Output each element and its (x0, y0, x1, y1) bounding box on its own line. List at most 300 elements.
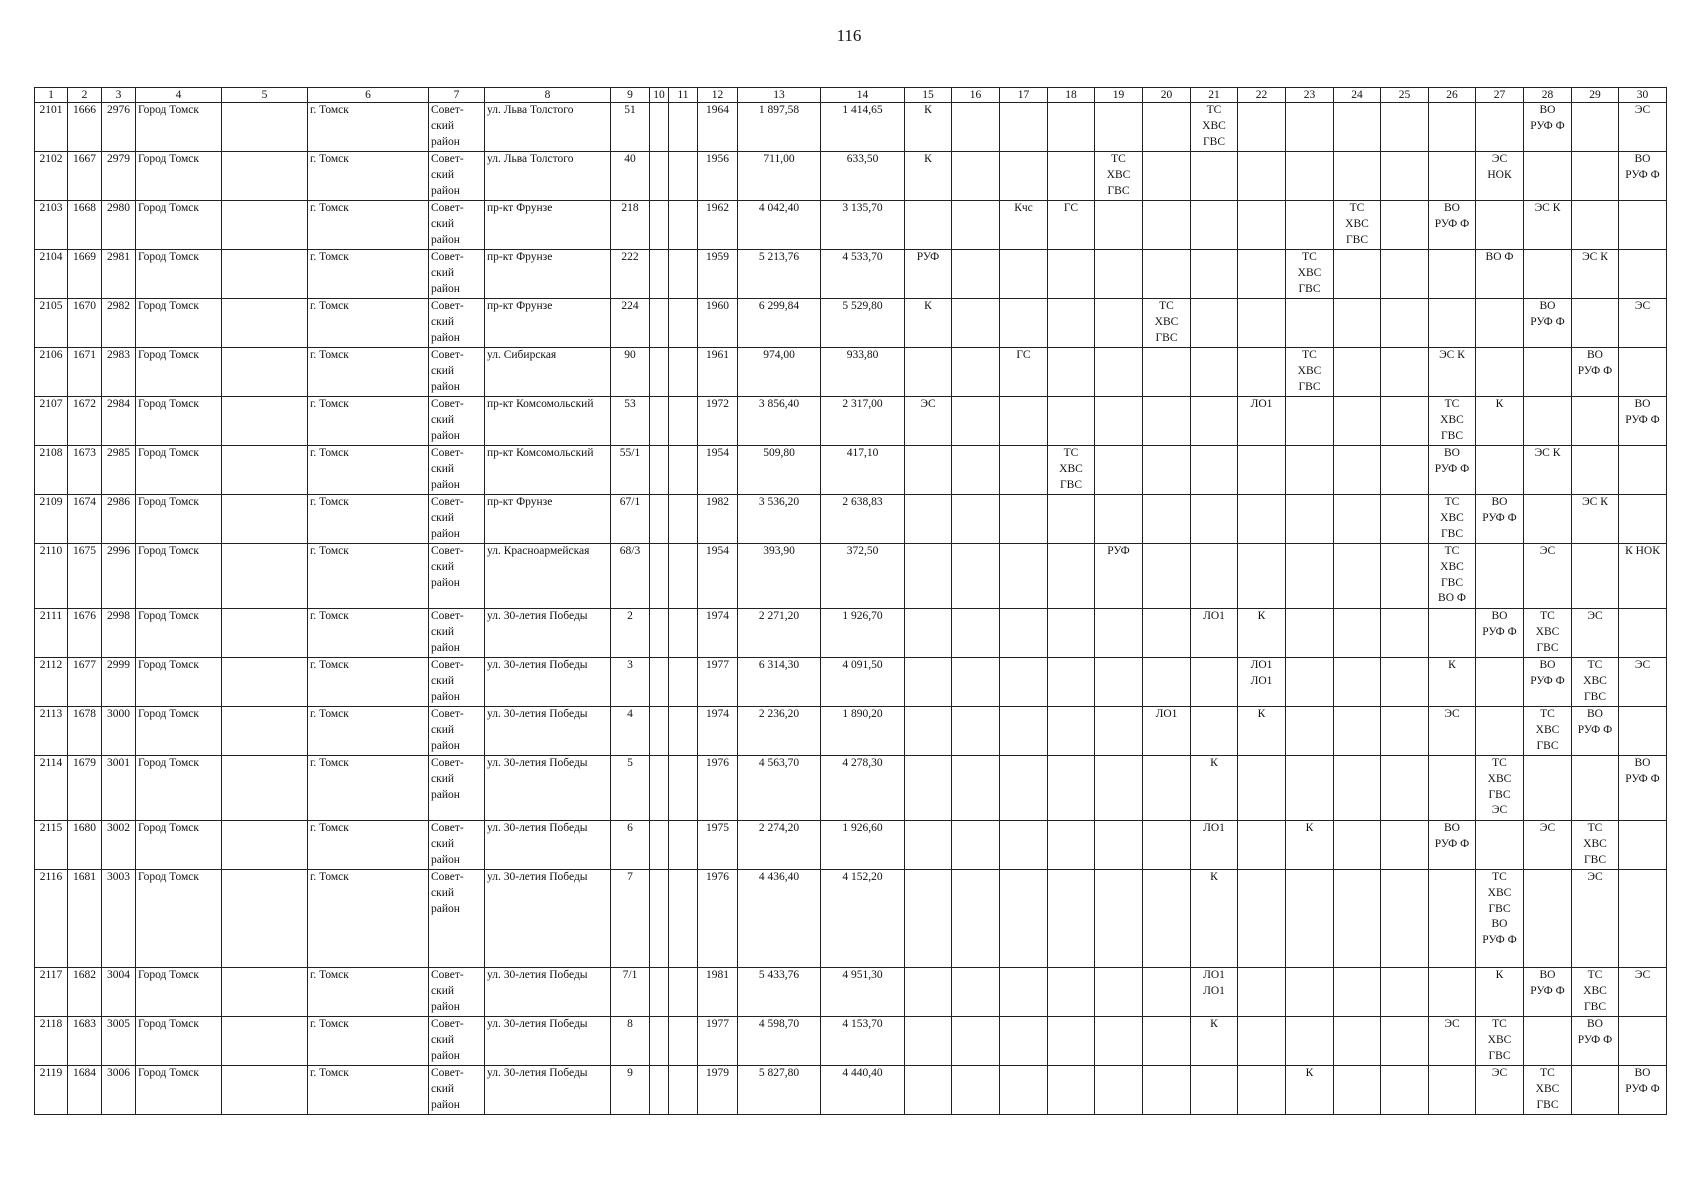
table-cell-col-3: 2985 (102, 446, 136, 495)
table-cell-col-20 (1143, 1066, 1191, 1115)
column-header-27: 27 (1476, 88, 1524, 103)
table-cell-col-3: 2979 (102, 152, 136, 201)
table-cell-col-16 (952, 397, 1000, 446)
column-header-20: 20 (1143, 88, 1191, 103)
table-cell-col-7: Совет- ский район (429, 348, 485, 397)
table-cell-col-25 (1381, 609, 1429, 658)
table-cell-col-12: 1977 (698, 1017, 738, 1066)
table-cell-col-21 (1191, 446, 1238, 495)
table-cell-col-30: ВО РУФ Ф (1619, 152, 1667, 201)
table-cell-col-30: ЭС (1619, 968, 1667, 1017)
table-cell-col-20 (1143, 658, 1191, 707)
table-cell-col-30 (1619, 446, 1667, 495)
table-cell-col-23 (1286, 1017, 1334, 1066)
table-cell-col-21 (1191, 544, 1238, 609)
column-header-16: 16 (952, 88, 1000, 103)
table-cell-col-14: 933,80 (821, 348, 905, 397)
table-cell-col-12: 1962 (698, 201, 738, 250)
table-cell-col-16 (952, 299, 1000, 348)
table-cell-col-24 (1334, 968, 1381, 1017)
column-header-11: 11 (669, 88, 698, 103)
table-cell-col-8: пр-кт Фрунзе (485, 495, 611, 544)
table-cell-col-27 (1476, 544, 1524, 609)
table-cell-col-11 (669, 299, 698, 348)
table-cell-col-21 (1191, 250, 1238, 299)
table-cell-col-3: 3002 (102, 821, 136, 870)
table-cell-col-16 (952, 152, 1000, 201)
column-header-1: 1 (35, 88, 68, 103)
table-cell-col-8: ул. 30-летия Победы (485, 707, 611, 756)
table-cell-col-6: г. Томск (308, 1017, 429, 1066)
table-cell-col-6: г. Томск (308, 201, 429, 250)
table-cell-col-13: 393,90 (738, 544, 821, 609)
table-cell-col-21: К (1191, 870, 1238, 968)
table-cell-col-5 (222, 103, 308, 152)
table-cell-col-17: Кчс (1000, 201, 1048, 250)
table-cell-col-23 (1286, 201, 1334, 250)
table-cell-col-5 (222, 250, 308, 299)
table-cell-col-25 (1381, 152, 1429, 201)
table-cell-col-19 (1095, 495, 1143, 544)
table-cell-col-3: 2999 (102, 658, 136, 707)
table-cell-col-10 (650, 495, 669, 544)
table-cell-col-11 (669, 756, 698, 821)
table-cell-col-25 (1381, 821, 1429, 870)
table-cell-col-15 (905, 707, 952, 756)
column-header-21: 21 (1191, 88, 1238, 103)
table-cell-col-26 (1429, 968, 1476, 1017)
table-cell-col-15 (905, 495, 952, 544)
table-cell-col-11 (669, 821, 698, 870)
table-cell-col-8: ул. 30-летия Победы (485, 1017, 611, 1066)
table-cell-col-6: г. Томск (308, 821, 429, 870)
table-cell-col-8: ул. Льва Толстого (485, 103, 611, 152)
table-cell-col-14: 4 951,30 (821, 968, 905, 1017)
table-cell-col-24 (1334, 1066, 1381, 1115)
table-cell-col-23 (1286, 707, 1334, 756)
table-cell-col-10 (650, 446, 669, 495)
table-cell-col-13: 2 274,20 (738, 821, 821, 870)
table-cell-col-18 (1048, 821, 1095, 870)
table-cell-col-20 (1143, 544, 1191, 609)
table-cell-col-27: ВО РУФ Ф (1476, 609, 1524, 658)
table-cell-col-13: 5 433,76 (738, 968, 821, 1017)
table-cell-col-29: ЭС К (1572, 250, 1619, 299)
table-cell-col-26: ЭС (1429, 1017, 1476, 1066)
table-cell-col-2: 1684 (68, 1066, 102, 1115)
table-cell-col-13: 4 563,70 (738, 756, 821, 821)
table-cell-col-1: 2116 (35, 870, 68, 968)
table-cell-col-26 (1429, 870, 1476, 968)
table-cell-col-10 (650, 1017, 669, 1066)
table-cell-col-20 (1143, 397, 1191, 446)
table-cell-col-12: 1956 (698, 152, 738, 201)
table-cell-col-7: Совет- ский район (429, 544, 485, 609)
table-cell-col-14: 3 135,70 (821, 201, 905, 250)
table-cell-col-28 (1524, 495, 1572, 544)
table-cell-col-19 (1095, 397, 1143, 446)
table-cell-col-30 (1619, 707, 1667, 756)
table-cell-col-3: 2976 (102, 103, 136, 152)
table-cell-col-12: 1975 (698, 821, 738, 870)
table-cell-col-22 (1238, 544, 1286, 609)
table-cell-col-17 (1000, 756, 1048, 821)
table-cell-col-2: 1667 (68, 152, 102, 201)
table-cell-col-1: 2111 (35, 609, 68, 658)
table-cell-col-21 (1191, 1066, 1238, 1115)
table-cell-col-27: ЭС НОК (1476, 152, 1524, 201)
table-cell-col-29 (1572, 446, 1619, 495)
table-cell-col-3: 2996 (102, 544, 136, 609)
table-cell-col-13: 711,00 (738, 152, 821, 201)
table-cell-col-16 (952, 756, 1000, 821)
table-cell-col-24 (1334, 446, 1381, 495)
table-cell-col-1: 2105 (35, 299, 68, 348)
table-row (35, 250, 1667, 299)
table-cell-col-14: 4 152,20 (821, 870, 905, 968)
table-cell-col-23: К (1286, 1066, 1334, 1115)
table-cell-col-15 (905, 544, 952, 609)
column-header-19: 19 (1095, 88, 1143, 103)
table-cell-col-26: ВО РУФ Ф (1429, 821, 1476, 870)
table-cell-col-8: ул. 30-летия Победы (485, 1066, 611, 1115)
table-cell-col-17 (1000, 821, 1048, 870)
table-cell-col-21: ЛО1 (1191, 821, 1238, 870)
table-cell-col-19: РУФ (1095, 544, 1143, 609)
table-cell-col-14: 1 926,70 (821, 609, 905, 658)
table-cell-col-26 (1429, 1066, 1476, 1115)
table-cell-col-4: Город Томск (136, 299, 222, 348)
table-cell-col-6: г. Томск (308, 609, 429, 658)
table-cell-col-16 (952, 658, 1000, 707)
table-cell-col-3: 2981 (102, 250, 136, 299)
table-cell-col-21 (1191, 299, 1238, 348)
table-cell-col-10 (650, 756, 669, 821)
table-row (35, 658, 1667, 707)
table-cell-col-8: ул. 30-летия Победы (485, 756, 611, 821)
table-cell-col-9: 3 (611, 658, 650, 707)
table-cell-col-24 (1334, 821, 1381, 870)
table-cell-col-27 (1476, 348, 1524, 397)
column-header-28: 28 (1524, 88, 1572, 103)
table-cell-col-5 (222, 658, 308, 707)
table-cell-col-11 (669, 152, 698, 201)
table-cell-col-12: 1974 (698, 609, 738, 658)
table-cell-col-26 (1429, 152, 1476, 201)
column-header-4: 4 (136, 88, 222, 103)
table-cell-col-4: Город Томск (136, 201, 222, 250)
table-cell-col-10 (650, 250, 669, 299)
table-cell-col-5 (222, 821, 308, 870)
table-row (35, 103, 1667, 152)
table-cell-col-15 (905, 756, 952, 821)
table-cell-col-30: ЭС (1619, 299, 1667, 348)
table-cell-col-19 (1095, 968, 1143, 1017)
table-cell-col-9: 55/1 (611, 446, 650, 495)
table-cell-col-12: 1981 (698, 968, 738, 1017)
table-cell-col-1: 2107 (35, 397, 68, 446)
table-cell-col-18 (1048, 250, 1095, 299)
table-cell-col-23 (1286, 397, 1334, 446)
table-cell-col-13: 6 314,30 (738, 658, 821, 707)
table-cell-col-28: ТС ХВС ГВС (1524, 707, 1572, 756)
table-cell-col-9: 40 (611, 152, 650, 201)
table-cell-col-16 (952, 348, 1000, 397)
table-cell-col-25 (1381, 397, 1429, 446)
table-cell-col-10 (650, 397, 669, 446)
table-cell-col-25 (1381, 1066, 1429, 1115)
table-cell-col-6: г. Томск (308, 152, 429, 201)
table-cell-col-27 (1476, 103, 1524, 152)
column-header-2: 2 (68, 88, 102, 103)
table-cell-col-14: 1 414,65 (821, 103, 905, 152)
table-cell-col-4: Город Томск (136, 152, 222, 201)
table-cell-col-21: К (1191, 1017, 1238, 1066)
table-cell-col-6: г. Томск (308, 658, 429, 707)
table-cell-col-15: К (905, 152, 952, 201)
table-cell-col-6: г. Томск (308, 495, 429, 544)
table-row (35, 1066, 1667, 1115)
table-cell-col-1: 2106 (35, 348, 68, 397)
table-cell-col-27: К (1476, 968, 1524, 1017)
table-cell-col-9: 4 (611, 707, 650, 756)
table-cell-col-28: ВО РУФ Ф (1524, 103, 1572, 152)
table-cell-col-29 (1572, 299, 1619, 348)
table-cell-col-9: 218 (611, 201, 650, 250)
table-row (35, 495, 1667, 544)
table-row (35, 348, 1667, 397)
table-cell-col-4: Город Томск (136, 250, 222, 299)
table-cell-col-24 (1334, 870, 1381, 968)
table-cell-col-18: ГС (1048, 201, 1095, 250)
table-cell-col-17 (1000, 299, 1048, 348)
table-cell-col-15 (905, 348, 952, 397)
table-cell-col-28: ЭС (1524, 821, 1572, 870)
table-cell-col-22 (1238, 1066, 1286, 1115)
table-cell-col-28: ТС ХВС ГВС (1524, 1066, 1572, 1115)
column-header-6: 6 (308, 88, 429, 103)
table-cell-col-12: 1954 (698, 446, 738, 495)
table-cell-col-24 (1334, 299, 1381, 348)
table-cell-col-28: ЭС К (1524, 201, 1572, 250)
table-cell-col-27 (1476, 299, 1524, 348)
table-cell-col-26: ТС ХВС ГВС (1429, 397, 1476, 446)
table-cell-col-16 (952, 707, 1000, 756)
column-header-5: 5 (222, 88, 308, 103)
table-cell-col-15 (905, 821, 952, 870)
table-cell-col-19: ТС ХВС ГВС (1095, 152, 1143, 201)
table-cell-col-4: Город Томск (136, 348, 222, 397)
table-cell-col-15 (905, 609, 952, 658)
table-cell-col-7: Совет- ский район (429, 299, 485, 348)
table-cell-col-20 (1143, 968, 1191, 1017)
table-cell-col-2: 1679 (68, 756, 102, 821)
table-cell-col-11 (669, 1066, 698, 1115)
table-cell-col-12: 1977 (698, 658, 738, 707)
table-cell-col-13: 5 213,76 (738, 250, 821, 299)
table-cell-col-7: Совет- ский район (429, 446, 485, 495)
table-cell-col-7: Совет- ский район (429, 870, 485, 968)
table-cell-col-19 (1095, 446, 1143, 495)
table-cell-col-22 (1238, 870, 1286, 968)
table-cell-col-16 (952, 1017, 1000, 1066)
table-cell-col-27: ВО Ф (1476, 250, 1524, 299)
table-cell-col-12: 1979 (698, 1066, 738, 1115)
table-cell-col-14: 4 533,70 (821, 250, 905, 299)
table-cell-col-30: ВО РУФ Ф (1619, 1066, 1667, 1115)
column-header-30: 30 (1619, 88, 1667, 103)
table-cell-col-30: ЭС (1619, 103, 1667, 152)
table-cell-col-26 (1429, 609, 1476, 658)
table-cell-col-22: ЛО1 (1238, 397, 1286, 446)
table-cell-col-15 (905, 446, 952, 495)
table-cell-col-14: 2 317,00 (821, 397, 905, 446)
column-header-10: 10 (650, 88, 669, 103)
table-cell-col-28 (1524, 756, 1572, 821)
table-cell-col-17 (1000, 1017, 1048, 1066)
table-cell-col-4: Город Томск (136, 707, 222, 756)
table-cell-col-17 (1000, 1066, 1048, 1115)
building-register-table (34, 87, 1667, 1115)
table-cell-col-4: Город Томск (136, 446, 222, 495)
table-cell-col-8: ул. 30-летия Победы (485, 968, 611, 1017)
table-cell-col-13: 1 897,58 (738, 103, 821, 152)
table-cell-col-6: г. Томск (308, 103, 429, 152)
table-cell-col-5 (222, 544, 308, 609)
table-cell-col-12: 1959 (698, 250, 738, 299)
table-row (35, 544, 1667, 609)
table-cell-col-1: 2104 (35, 250, 68, 299)
table-cell-col-16 (952, 103, 1000, 152)
table-cell-col-29: ВО РУФ Ф (1572, 707, 1619, 756)
table-cell-col-4: Город Томск (136, 821, 222, 870)
table-cell-col-22 (1238, 299, 1286, 348)
table-cell-col-30 (1619, 821, 1667, 870)
table-cell-col-3: 3000 (102, 707, 136, 756)
table-cell-col-20 (1143, 756, 1191, 821)
table-cell-col-29 (1572, 103, 1619, 152)
table-cell-col-17 (1000, 609, 1048, 658)
table-cell-col-9: 51 (611, 103, 650, 152)
table-cell-col-7: Совет- ский район (429, 1066, 485, 1115)
table-cell-col-14: 4 153,70 (821, 1017, 905, 1066)
table-cell-col-26 (1429, 299, 1476, 348)
table-cell-col-7: Совет- ский район (429, 658, 485, 707)
table-cell-col-1: 2114 (35, 756, 68, 821)
table-cell-col-2: 1670 (68, 299, 102, 348)
table-cell-col-22 (1238, 1017, 1286, 1066)
column-header-25: 25 (1381, 88, 1429, 103)
table-cell-col-7: Совет- ский район (429, 250, 485, 299)
table-cell-col-15 (905, 1066, 952, 1115)
table-cell-col-22: К (1238, 707, 1286, 756)
table-cell-col-10 (650, 103, 669, 152)
table-cell-col-14: 4 278,30 (821, 756, 905, 821)
table-cell-col-21 (1191, 201, 1238, 250)
column-header-9: 9 (611, 88, 650, 103)
table-cell-col-26: ЭС К (1429, 348, 1476, 397)
table-cell-col-24 (1334, 152, 1381, 201)
table-cell-col-16 (952, 544, 1000, 609)
table-cell-col-18 (1048, 1066, 1095, 1115)
table-cell-col-10 (650, 152, 669, 201)
table-cell-col-1: 2112 (35, 658, 68, 707)
table-cell-col-1: 2101 (35, 103, 68, 152)
table-cell-col-2: 1672 (68, 397, 102, 446)
table-cell-col-19 (1095, 1066, 1143, 1115)
table-cell-col-27: ТС ХВС ГВС ЭС (1476, 756, 1524, 821)
table-cell-col-6: г. Томск (308, 1066, 429, 1115)
table-row (35, 609, 1667, 658)
table-cell-col-27 (1476, 446, 1524, 495)
table-cell-col-9: 7 (611, 870, 650, 968)
table-cell-col-1: 2108 (35, 446, 68, 495)
table-cell-col-2: 1677 (68, 658, 102, 707)
table-cell-col-6: г. Томск (308, 446, 429, 495)
table-cell-col-12: 1976 (698, 870, 738, 968)
table-cell-col-22 (1238, 968, 1286, 1017)
table-cell-col-9: 8 (611, 1017, 650, 1066)
table-cell-col-10 (650, 348, 669, 397)
table-cell-col-25 (1381, 103, 1429, 152)
table-cell-col-2: 1681 (68, 870, 102, 968)
table-cell-col-5 (222, 152, 308, 201)
table-cell-col-9: 6 (611, 821, 650, 870)
table-cell-col-10 (650, 544, 669, 609)
table-cell-col-12: 1974 (698, 707, 738, 756)
table-cell-col-3: 3001 (102, 756, 136, 821)
table-cell-col-29 (1572, 544, 1619, 609)
table-cell-col-17 (1000, 968, 1048, 1017)
table-cell-col-14: 5 529,80 (821, 299, 905, 348)
table-cell-col-11 (669, 495, 698, 544)
table-cell-col-24: ТС ХВС ГВС (1334, 201, 1381, 250)
table-cell-col-15: К (905, 299, 952, 348)
table-cell-col-10 (650, 968, 669, 1017)
table-cell-col-13: 2 271,20 (738, 609, 821, 658)
table-cell-col-29: ВО РУФ Ф (1572, 348, 1619, 397)
table-cell-col-10 (650, 299, 669, 348)
table-cell-col-4: Город Томск (136, 397, 222, 446)
table-cell-col-5 (222, 446, 308, 495)
table-cell-col-16 (952, 446, 1000, 495)
table-cell-col-5 (222, 397, 308, 446)
table-cell-col-14: 1 926,60 (821, 821, 905, 870)
table-cell-col-16 (952, 821, 1000, 870)
table-cell-col-20 (1143, 103, 1191, 152)
column-header-14: 14 (821, 88, 905, 103)
table-cell-col-13: 4 436,40 (738, 870, 821, 968)
table-cell-col-1: 2118 (35, 1017, 68, 1066)
table-cell-col-11 (669, 348, 698, 397)
table-cell-col-7: Совет- ский район (429, 609, 485, 658)
column-header-26: 26 (1429, 88, 1476, 103)
table-cell-col-3: 2983 (102, 348, 136, 397)
table-cell-col-29 (1572, 756, 1619, 821)
table-cell-col-9: 222 (611, 250, 650, 299)
table-cell-col-19 (1095, 201, 1143, 250)
table-cell-col-23 (1286, 103, 1334, 152)
table-cell-col-15: ЭС (905, 397, 952, 446)
table-cell-col-21: К (1191, 756, 1238, 821)
table-cell-col-22 (1238, 201, 1286, 250)
table-cell-col-28: ЭС (1524, 544, 1572, 609)
table-cell-col-21 (1191, 348, 1238, 397)
table-cell-col-14: 633,50 (821, 152, 905, 201)
column-header-24: 24 (1334, 88, 1381, 103)
table-cell-col-27: ЭС (1476, 1066, 1524, 1115)
table-cell-col-24 (1334, 756, 1381, 821)
